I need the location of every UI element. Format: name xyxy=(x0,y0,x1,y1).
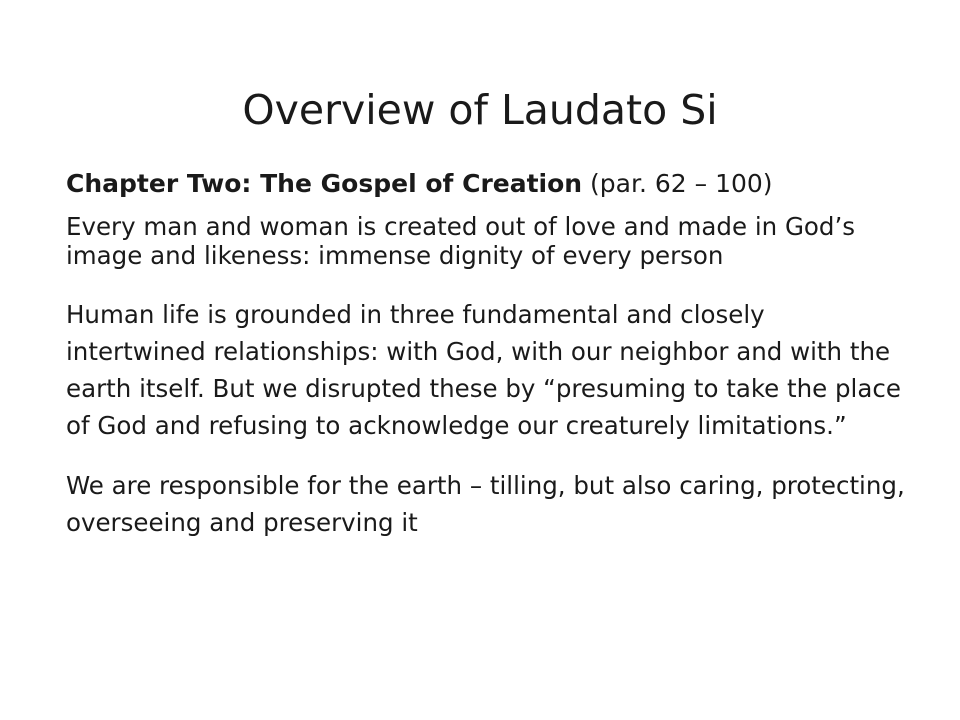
paragraph-dignity: Every man and woman is created out of love and made in God’s image and likeness: immense dignity of every person xyxy=(66,212,856,270)
chapter-heading-bold: Chapter Two: The Gospel of Creation xyxy=(66,169,583,198)
slide-title: Overview of Laudato Si xyxy=(242,86,718,134)
slide-body xyxy=(66,166,906,541)
chapter-heading-range: (par. 62 – 100) xyxy=(582,169,773,198)
chapter-heading xyxy=(66,166,906,202)
paragraph-responsibility: We are responsible for the earth – tilling, but also caring, protecting, overseeing and preserving it xyxy=(66,471,905,537)
paragraph-relationships: Human life is grounded in three fundamental and closely intertwined relationships: with God, with our neighbor and with the earth itself. But we disrupted these by “presuming to take the place of God and refusing to acknowledge our creaturely limitations.” xyxy=(66,300,901,440)
